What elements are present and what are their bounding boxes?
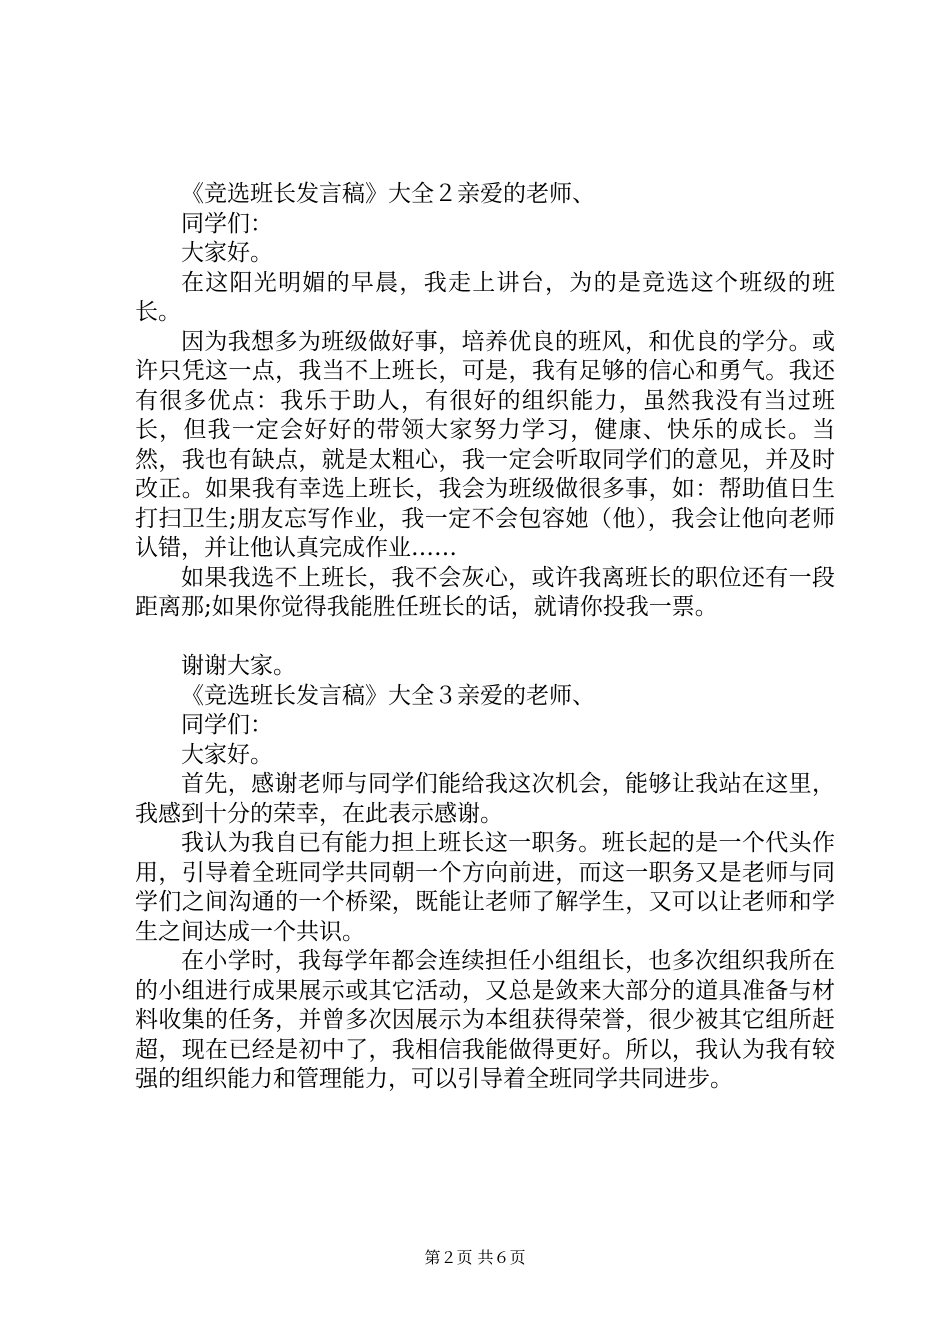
paragraph-gratitude: 首先，感谢老师与同学们能给我这次机会，能够让我站在这里，我感到十分的荣幸，在此表示感谢。	[135, 771, 835, 827]
page-number: 第２页 共６页	[424, 1248, 526, 1267]
page-footer	[0, 1248, 950, 1268]
paragraph-title-3: 《竞选班长发言稿》大全３亲爱的老师、	[181, 682, 595, 709]
paragraph-thanks: 谢谢大家。	[181, 653, 296, 679]
paragraph-morning: 在这阳光明媚的早晨，我走上讲台，为的是竞选这个班级的班长。	[135, 269, 835, 325]
paragraph-ability: 我认为我自已有能力担上班长这一职务。班长起的是一个代头作用，引导着全班同学共同朝一个方向前进，而这一职务又是老师与同学们之间沟通的一个桥梁，既能让老师了解学生，又可以让老师和学生之间达成一个共识。	[135, 830, 835, 945]
document-body	[135, 180, 835, 1095]
paragraph-hello: 大家好。	[181, 240, 273, 266]
paragraph-experience: 在小学时，我每学年都会连续担任小组组长，也多次组织我所在的小组进行成果展示或其它活动，又总是敛来大部分的道具准备与材料收集的任务，并曾多次因展示为本组获得荣誉，很少被其它组所赶超，现在已经是初中了，我相信我能做得更好。所以，我认为我有较强的组织能力和管理能力，可以引导着全班同学共同进步。	[135, 948, 835, 1092]
paragraph-title-2: 《竞选班长发言稿》大全２亲爱的老师、	[181, 181, 595, 207]
paragraph-spacer	[135, 623, 835, 653]
paragraph-if-not-elected: 如果我选不上班长，我不会灰心，或许我离班长的职位还有一段距离那;如果你觉得我能胜任班长的话，就请你投我一票。	[135, 564, 835, 620]
paragraph-greeting-classmates: 同学们：	[181, 210, 273, 237]
paragraph-hello-2: 大家好。	[181, 741, 273, 768]
paragraph-reasons: 因为我想多为班级做好事，培养优良的班风，和优良的学分。或许只凭这一点，我当不上班长，可是，我有足够的信心和勇气。我还有很多优点：我乐于助人，有很好的组织能力，虽然我没有当过班长，但我一定会好好的带领大家努力学习，健康、快乐的成长。当然，我也有缺点，就是太粗心，我一定会听取同学们的意见，并及时改正。如果我有幸选上班长，我会为班级做很多事，如：帮助值日生打扫卫生;朋友忘写作业，我一定不会包容她（他），我会让他向老师认错，并让他认真完成作业……	[135, 328, 835, 561]
paragraph-greeting-classmates-2: 同学们：	[181, 712, 273, 738]
